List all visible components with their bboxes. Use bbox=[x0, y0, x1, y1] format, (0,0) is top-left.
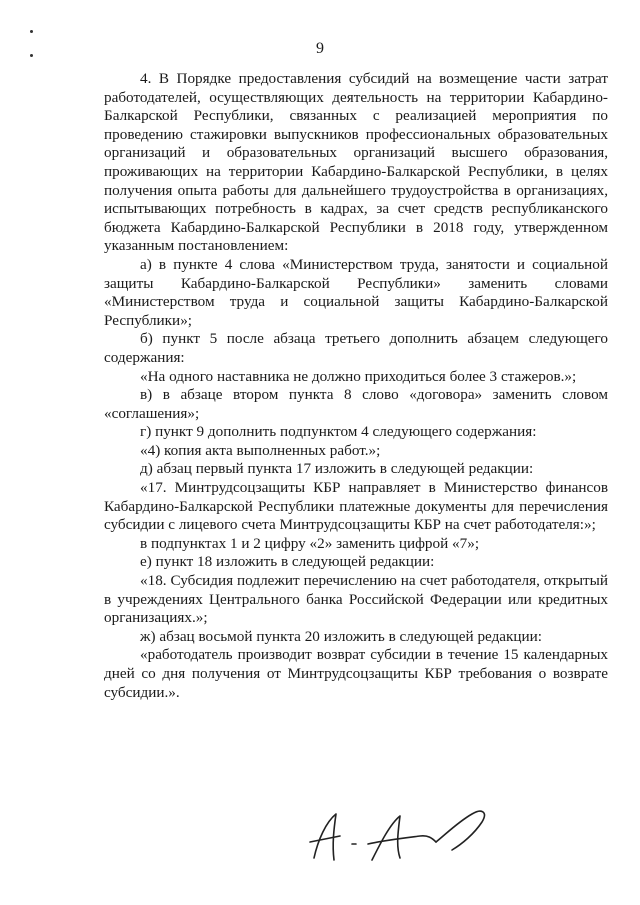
paragraph-subpoints-digit: в подпунктах 1 и 2 цифру «2» заменить цифрой «7»; bbox=[140, 534, 480, 552]
paragraph-quote-act: «4) копия акта выполненных работ.»; bbox=[140, 441, 381, 459]
document-body bbox=[104, 70, 608, 702]
paragraph-item-4: 4. В Порядке предоставления субсидий на возмещение части затрат работодателей, осуществляющих деятельность на территории Кабардино-Балкарской Республики, связанных с реализацией мероприятия по проведению стажировки выпускников профессиональных образовательных организаций и образовательных организаций высшего образования, проживающих на территории Кабардино-Балкарской Республики, в целях получения опыта работы для дальнейшего трудоустройства в организациях, испытывающих потребность в кадрах, за счет средств республиканского бюджета Кабардино-Балкарской Республики в 2018 году, утвержденном указанным постановлением: bbox=[104, 70, 608, 255]
scan-mark bbox=[30, 30, 33, 33]
paragraph-subitem-b: б) пункт 5 после абзаца третьего дополнить абзацем следующего содержания: bbox=[104, 330, 608, 366]
paragraph-subitem-zh: ж) абзац восьмой пункта 20 изложить в следующей редакции: bbox=[140, 627, 543, 645]
paragraph-quote-18: «18. Субсидия подлежит перечислению на счет работодателя, открытый в учреждениях Центрального банка Российской Федерации или кредитных организациях.»; bbox=[104, 572, 608, 627]
paragraph-subitem-e: е) пункт 18 изложить в следующей редакции: bbox=[140, 553, 435, 571]
handwritten-signature bbox=[296, 800, 496, 870]
paragraph-subitem-v: в) в абзаце втором пункта 8 слово «договора» заменить словом «соглашения»; bbox=[104, 386, 608, 422]
paragraph-subitem-d: д) абзац первый пункта 17 изложить в следующей редакции: bbox=[140, 460, 534, 478]
page-number: 9 bbox=[316, 40, 324, 57]
paragraph-subitem-g: г) пункт 9 дополнить подпунктом 4 следующего содержания: bbox=[140, 423, 537, 441]
paragraph-quote-17: «17. Минтрудсоцзащиты КБР направляет в Министерство финансов Кабардино-Балкарской Республики платежные документы для перечисления субсидии с лицевого счета Минтрудсоцзащиты КБР на счет работодателя:»; bbox=[104, 479, 608, 534]
paragraph-quote-mentor: «На одного наставника не должно приходиться более 3 стажеров.»; bbox=[140, 367, 577, 385]
paragraph-subitem-a: а) в пункте 4 слова «Министерством труда, занятости и социальной защиты Кабардино-Балкарской Республики» заменить словами «Министерством труда и социальной защиты Кабардино-Балкарской Республики»; bbox=[104, 255, 608, 329]
paragraph-quote-refund: «работодатель производит возврат субсидии в течение 15 календарных дней со дня получения от Минтрудсоцзащиты КБР требования о возврате субсидии.». bbox=[104, 646, 608, 701]
